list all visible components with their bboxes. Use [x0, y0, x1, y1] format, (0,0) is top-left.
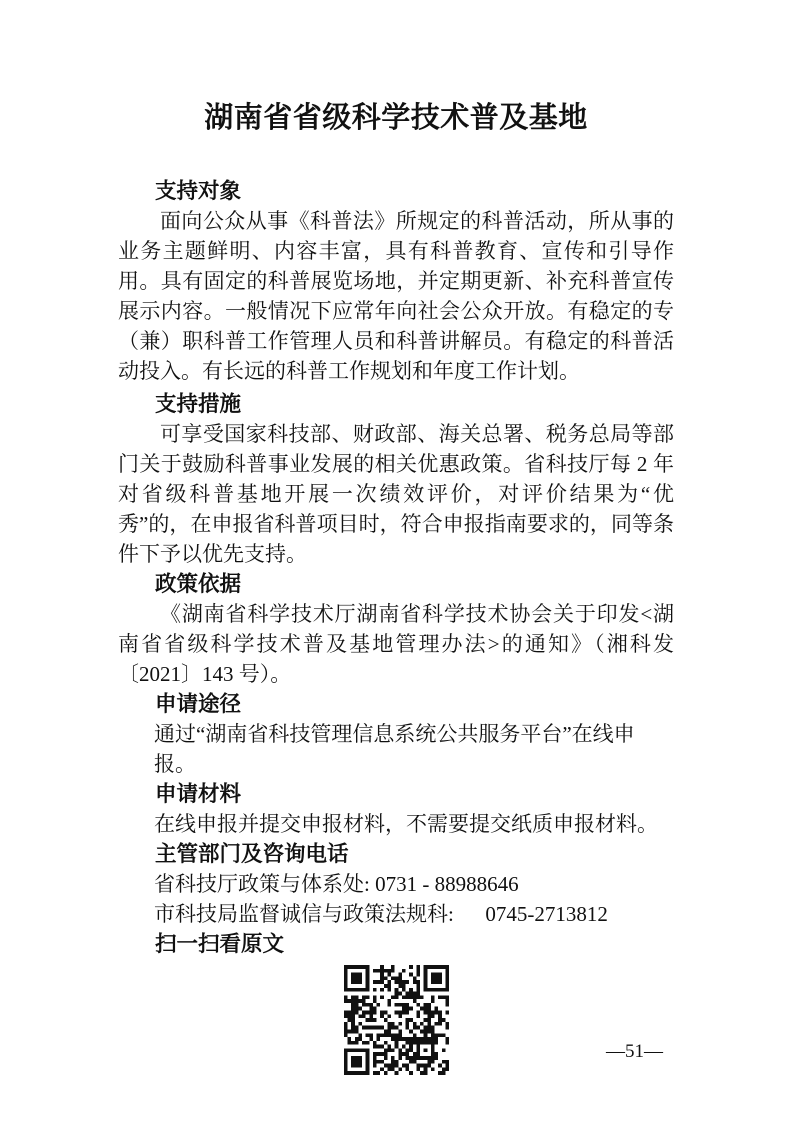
- section-policy-basis: [118, 569, 674, 689]
- section-support-measures: [118, 389, 674, 569]
- section-scan-original: [118, 929, 674, 1075]
- section-application-materials: [118, 779, 674, 839]
- section-paragraph: 可享受国家科技部、财政部、海关总署、税务总局等部门关于鼓励科普事业发展的相关优惠政策。省科技厅每 2 年对省级科普基地开展一次绩效评价，对评价结果为“优秀”的，在申报省科普项目时，符合申报指南要求的，同等条件下予以优先支持。: [118, 422, 674, 566]
- section-paragraph: 在线申报并提交申报材料，不需要提交纸质申报材料。: [154, 812, 658, 836]
- qr-code-container: [344, 965, 449, 1075]
- section-heading-application-materials: 申请材料: [155, 782, 242, 806]
- page-number: —51—: [606, 1041, 663, 1062]
- document-title: 湖南省省级科学技术普及基地: [204, 102, 588, 134]
- section-contact: [118, 839, 674, 929]
- contact-line-city: 市科技局监督诚信与政策法规科: 0745-2713812: [154, 902, 608, 926]
- section-heading-policy-basis: 政策依据: [155, 572, 242, 596]
- section-heading-scan-original: 扫一扫看原文: [155, 932, 285, 956]
- section-heading-support-target: 支持对象: [155, 179, 242, 203]
- section-application-channel: [118, 689, 674, 779]
- section-paragraph: 面向公众从事《科普法》所规定的科普活动，所从事的业务主题鲜明、内容丰富，具有科普教育、宣传和引导作用。具有固定的科普展览场地，并定期更新、补充科普宣传展示内容。一般情况下应常年向社会公众开放。有稳定的专（兼）职科普工作管理人员和科普讲解员。有稳定的科普活动投入。有长远的科普工作规划和年度工作计划。: [118, 209, 674, 383]
- section-heading-application-channel: 申请途径: [155, 692, 242, 716]
- section-support-target: [118, 176, 674, 386]
- contact-line-province: 省科技厅政策与体系处: 0731 - 88988646: [154, 872, 519, 896]
- qr-code-image: [344, 965, 449, 1075]
- section-heading-support-measures: 支持措施: [155, 392, 242, 416]
- section-paragraph: 通过“湖南省科技管理信息系统公共服务平台”在线申报。: [154, 722, 635, 776]
- section-paragraph: 《湖南省科学技术厅湖南省科学技术协会关于印发<湖南省省级科学技术普及基地管理办法>的通知》（湘科发〔2021〕143 号）。: [118, 602, 674, 686]
- section-heading-contact: 主管部门及咨询电话: [155, 842, 349, 866]
